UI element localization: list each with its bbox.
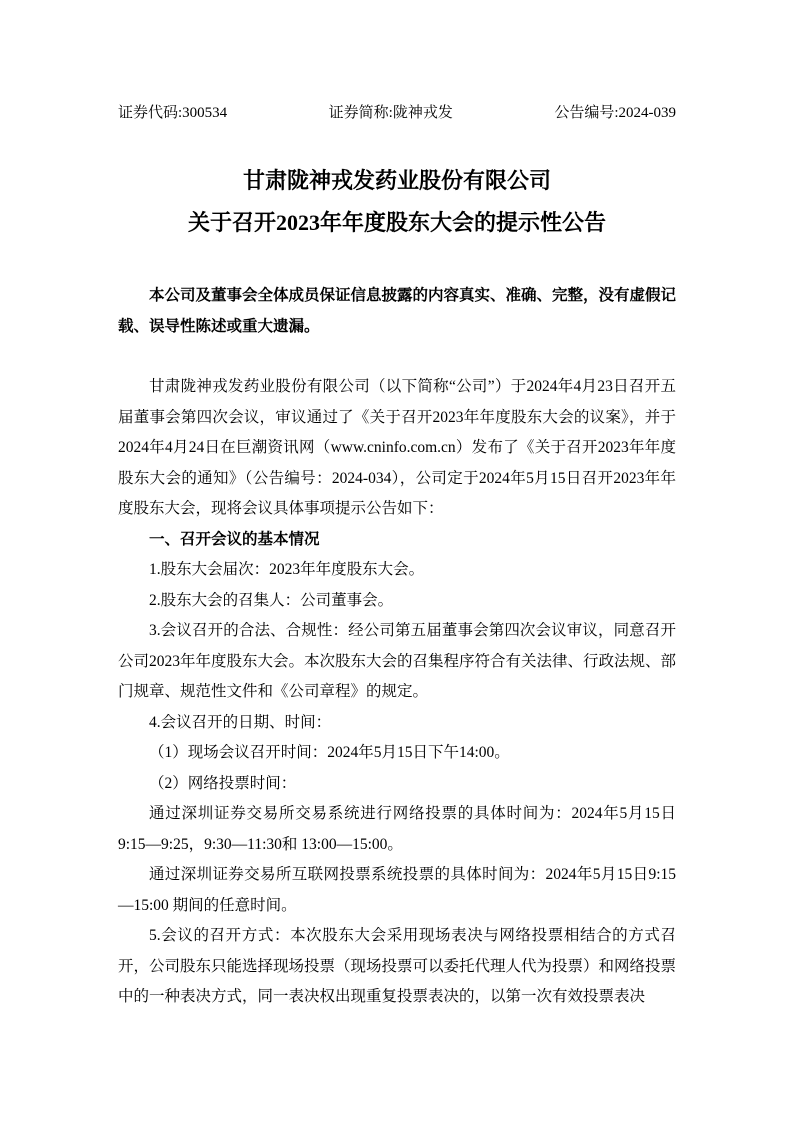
item-5-meeting-method: 5.会议的召开方式：本次股东大会采用现场表决与网络投票相结合的方式召开，公司股东只能选择现场投票（现场投票可以委托代理人代为投票）和网络投票中的一种表决方式，同一表决权出现重复投票表决的，以第一次有效投票表决 xyxy=(118,927,677,1005)
document-header xyxy=(118,103,676,123)
item-4-1-onsite-meeting-time: （1）现场会议召开时间：2024年5月15日下午14:00。 xyxy=(149,744,510,761)
stock-code: 证券代码:300534 xyxy=(118,105,228,121)
internet-system-voting-time: 通过深圳证券交易所互联网投票系统投票的具体时间为：2024年5月15日9:15—15:00 期间的任意时间。 xyxy=(118,866,676,914)
item-2-convener: 2.股东大会的召集人：公司董事会。 xyxy=(149,591,394,609)
announcement-number: 公告编号:2024-039 xyxy=(554,105,676,121)
intro-paragraph: 甘肃陇神戎发药业股份有限公司（以下简称“公司”）于2024年4月23日召开五届董事会第四次会议，审议通过了《关于召开2023年年度股东大会的议案》，并于2024年4月24日在巨潮资讯网（www.cninfo.com.cn）发布了《关于召开2023年年度股东大会的通知》（公告编号：2024-034），公司定于2024年5月15日召开2023年年度股东大会，现将会议具体事项提示公告如下： xyxy=(118,378,676,517)
trading-system-voting-time: 通过深圳证券交易所交易系统进行网络投票的具体时间为：2024年5月15日9:15—9:25，9:30—11:30和 13:00—15:00。 xyxy=(118,805,676,853)
item-4-date-time: 4.会议召开的日期、时间： xyxy=(149,713,332,731)
item-1-meeting-session: 1.股东大会届次：2023年年度股东大会。 xyxy=(149,561,425,578)
section-1-heading: 一、召开会议的基本情况 xyxy=(149,530,320,548)
item-4-2-online-voting-time: （2）网络投票时间： xyxy=(149,774,297,792)
company-name-title: 甘肃陇神戎发药业股份有限公司 xyxy=(242,168,551,193)
stock-abbr: 证券简称:陇神戎发 xyxy=(328,105,453,121)
page-content xyxy=(118,103,676,1013)
disclaimer-statement: 本公司及董事会全体成员保证信息披露的内容真实、准确、完整，没有虚假记载、误导性陈述或重大遗漏。 xyxy=(118,287,677,335)
announcement-body xyxy=(118,372,676,1013)
item-3-legality: 3.会议召开的合法、合规性：经公司第五届董事会第四次会议审议，同意召开公司2023年年度股东大会。本次股东大会的召集程序符合有关法律、行政法规、部门规章、规范性文件和《公司章程》的规定。 xyxy=(118,622,677,700)
announcement-title: 关于召开2023年年度股东大会的提示性公告 xyxy=(187,210,606,235)
